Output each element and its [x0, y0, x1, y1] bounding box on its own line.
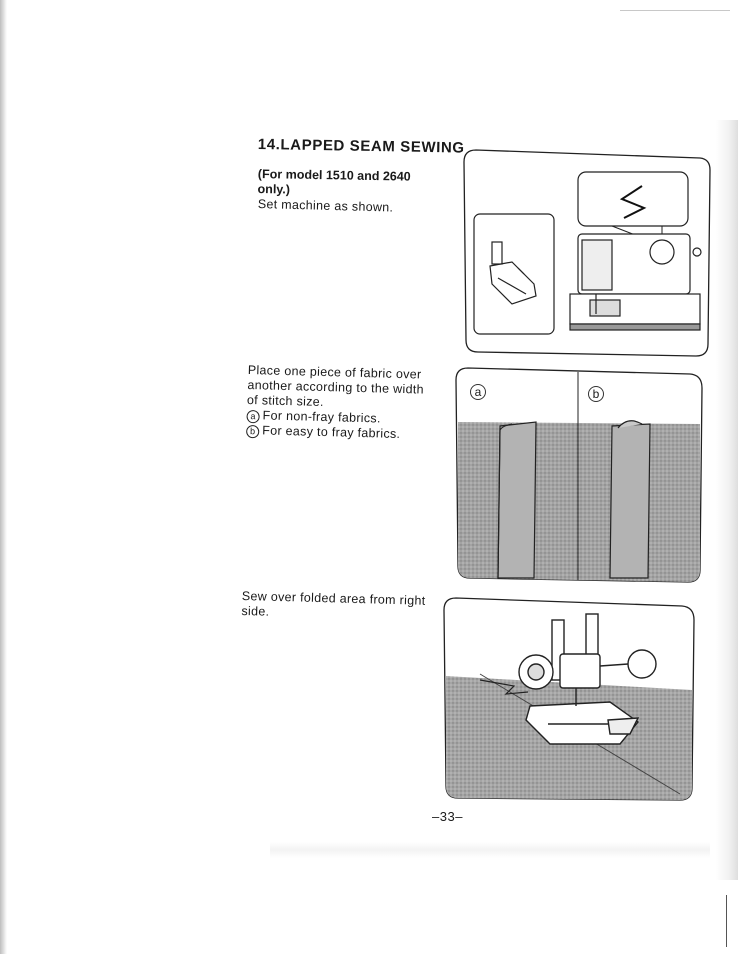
panel-a-label: a	[470, 384, 486, 400]
model-note-line-1: (For model 1510 and 2640	[257, 167, 411, 184]
section-title: 14.LAPPED SEAM SEWING	[257, 136, 465, 157]
model-note	[257, 167, 447, 200]
page-number: –33–	[432, 809, 463, 824]
bottom-shadow	[270, 842, 710, 858]
fabric-placement-text	[246, 363, 438, 443]
sewing-fold-illustration	[440, 594, 700, 806]
item-b-marker: b	[246, 425, 259, 438]
top-edge-line	[620, 10, 730, 11]
sewing-instruction	[241, 589, 432, 624]
panel-b-fold	[610, 421, 650, 578]
placement-line-3: of stitch size.	[246, 392, 324, 409]
sewing-fold-figure	[440, 594, 700, 806]
stitch-selector-callout	[578, 172, 688, 226]
sewing-machine-icon	[570, 234, 701, 330]
page-right-edge-shadow	[716, 120, 738, 880]
margin-rule	[726, 895, 727, 947]
item-a-text: For non-fray fabrics.	[262, 408, 381, 426]
machine-setup-illustration	[462, 144, 712, 360]
presser-foot-inset	[474, 214, 554, 334]
sewing-line-2: side.	[241, 603, 270, 619]
panel-b-label: b	[588, 386, 604, 402]
item-a-marker: a	[246, 410, 259, 423]
machine-setup-figure	[462, 144, 712, 360]
panel-a-fold	[498, 422, 536, 578]
model-note-line-2: only.)	[257, 181, 291, 197]
setup-instruction: Set machine as shown.	[257, 197, 394, 215]
page-left-edge-shadow	[0, 0, 7, 954]
placement-line-2: another according to the width	[247, 377, 425, 397]
fabric-overlap-figure	[452, 364, 708, 586]
sewing-line-1: Sew over folded area from right	[241, 589, 426, 608]
placement-line-1: Place one piece of fabric over	[247, 363, 422, 382]
item-b-text: For easy to fray fabrics.	[262, 423, 401, 442]
fabric-overlap-illustration	[452, 364, 708, 586]
